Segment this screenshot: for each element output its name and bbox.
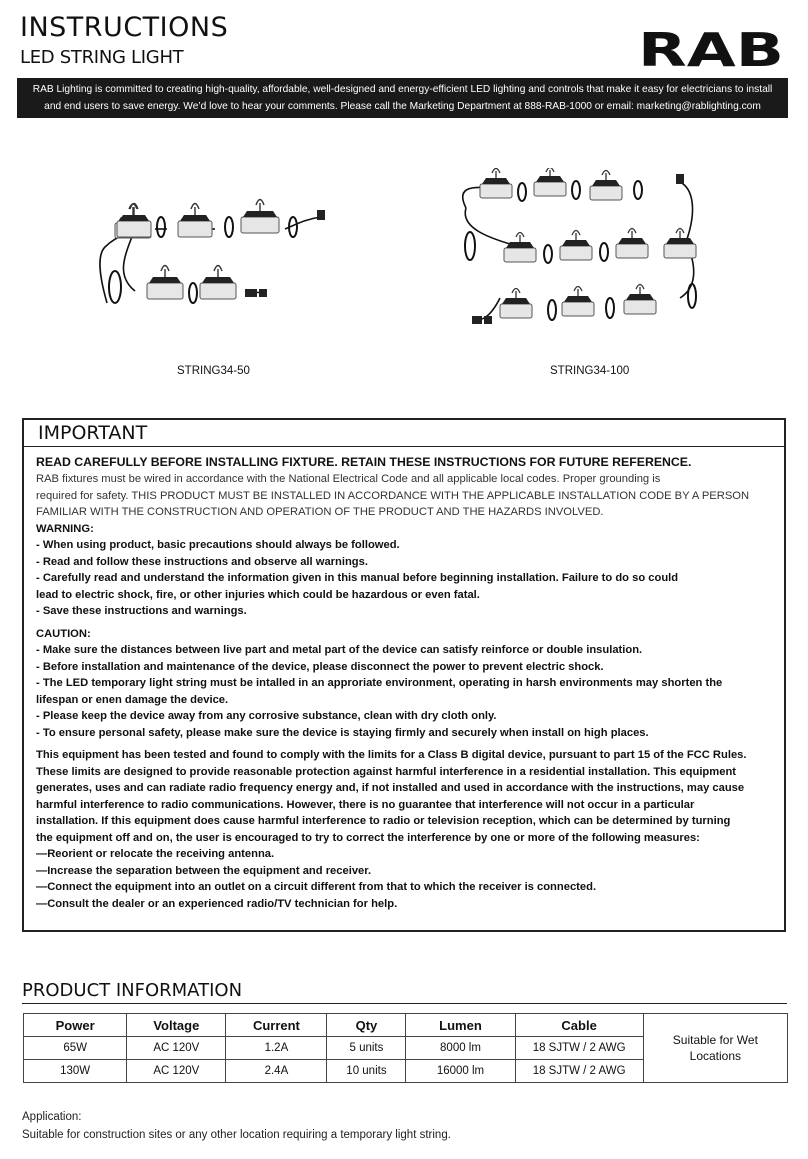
application-section bbox=[22, 1108, 451, 1144]
warning-line: - When using product, basic precautions should always be followed. bbox=[36, 539, 400, 551]
table-cell: 2.4A bbox=[226, 1060, 327, 1083]
rab-logo bbox=[638, 26, 788, 70]
banner-line: and end users to save energy. We’d love to hear your comments. Please call the Marketing Department at 888-RAB-1000 or email: marketing@rablighting.com bbox=[44, 101, 761, 112]
caution-line: - To ensure personal safety, please make sure the device is staying firmly and securely when install on high places. bbox=[36, 726, 649, 739]
table-cell: 5 units bbox=[327, 1037, 406, 1060]
table-cell: 10 units bbox=[327, 1060, 406, 1083]
fcc-line: installation. If this equipment does cause harmful interference to radio or television reception, which can be determined by turning bbox=[36, 815, 731, 827]
column-header: Current bbox=[226, 1014, 327, 1037]
caution-line: - Make sure the distances between live part and metal part of the device can satisfy reinforce or double insulation. bbox=[36, 644, 643, 656]
warning-title: WARNING: bbox=[36, 522, 94, 535]
warning-line: - Carefully read and understand the information given in this manual before beginning installation. Failure to do so could bbox=[36, 572, 679, 584]
string34-50-image bbox=[95, 195, 325, 315]
table-cell: 65W bbox=[24, 1037, 127, 1060]
warning-line: lead to electric shock, fire, or other injuries which could be hazardous or even fatal. bbox=[36, 588, 480, 601]
application-text: Suitable for construction sites or any other location requiring a temporary light string. bbox=[22, 1129, 451, 1141]
fcc-line: These limits are designed to provide reasonable protection against harmful interference in a residential installation. This equipment bbox=[36, 765, 736, 778]
product-info-table bbox=[23, 1013, 788, 1083]
product-info-title: PRODUCT INFORMATION bbox=[22, 980, 243, 1001]
column-header: Power bbox=[24, 1014, 127, 1037]
page-subtitle: LED STRING LIGHT bbox=[20, 47, 184, 68]
important-heading: IMPORTANT bbox=[24, 420, 784, 447]
fcc-line: —Consult the dealer or an experienced radio/TV technician for help. bbox=[36, 897, 398, 910]
column-header: Qty bbox=[327, 1014, 406, 1037]
table-cell: AC 120V bbox=[127, 1060, 226, 1083]
table-cell: 130W bbox=[24, 1060, 127, 1083]
important-section bbox=[22, 418, 786, 932]
product-caption: STRING34-100 bbox=[550, 365, 630, 377]
intro-line: required for safety. THIS PRODUCT MUST BE INSTALLED IN ACCORDANCE WITH THE APPLICABLE INSTALLATION CODE BY A PERSON bbox=[36, 489, 750, 502]
caution-line: - Please keep the device away from any corrosive substance, clean with dry cloth only. bbox=[36, 710, 497, 722]
warning-line: - Save these instructions and warnings. bbox=[36, 605, 247, 617]
page-title: INSTRUCTIONS bbox=[20, 12, 229, 43]
table-cell: 16000 lm bbox=[406, 1060, 515, 1083]
wet-location-note: Suitable for Wet Locations bbox=[643, 1014, 787, 1083]
caution-line: lifespan or enen damage the device. bbox=[36, 693, 229, 706]
warning-line: - Read and follow these instructions and observe all warnings. bbox=[36, 555, 368, 568]
table-cell: AC 120V bbox=[127, 1037, 226, 1060]
fcc-line: —Increase the separation between the equipment and receiver. bbox=[36, 864, 372, 877]
fcc-line: generates, uses and can radiate radio frequency energy and, if not installed and used in accordance with the instructions, may cause bbox=[36, 782, 745, 794]
table-cell: 8000 lm bbox=[406, 1037, 515, 1060]
column-header: Lumen bbox=[406, 1014, 515, 1037]
banner-line: RAB Lighting is committed to creating high-quality, affordable, well-designed and energy-efficient LED lighting and controls that make it easy for electricians to install bbox=[32, 84, 773, 95]
intro-banner bbox=[17, 78, 788, 118]
table-cell: 18 SJTW / 2 AWG bbox=[515, 1060, 643, 1083]
caution-line: - Before installation and maintenance of the device, please disconnect the power to prevent electric shock. bbox=[36, 660, 604, 673]
section-divider bbox=[22, 1003, 787, 1004]
application-label: Application: bbox=[22, 1111, 82, 1123]
caution-title: CAUTION: bbox=[36, 627, 91, 640]
table-cell: 18 SJTW / 2 AWG bbox=[515, 1037, 643, 1060]
intro-line: FAMILIAR WITH THE CONSTRUCTION AND OPERATION OF THE PRODUCT AND THE HAZARDS INVOLVED. bbox=[36, 506, 604, 518]
lead-text: READ CAREFULLY BEFORE INSTALLING FIXTURE. RETAIN THESE INSTRUCTIONS FOR FUTURE REFERENCE. bbox=[36, 455, 692, 469]
caution-line: - The LED temporary light string must be intalled in an approriate environment, operating in harsh environments may shorten the bbox=[36, 677, 723, 689]
intro-line: RAB fixtures must be wired in accordance with the National Electrical Code and all applicable local codes. Proper grounding is bbox=[36, 473, 661, 485]
fcc-line: This equipment has been tested and found to comply with the limits for a Class B digital device, pursuant to part 15 of the FCC Rules. bbox=[36, 749, 747, 761]
table-header-row bbox=[24, 1014, 788, 1037]
logo-text: RAB bbox=[638, 26, 784, 70]
product-caption: STRING34-50 bbox=[177, 365, 250, 377]
fcc-line: —Reorient or relocate the receiving antenna. bbox=[36, 848, 275, 860]
column-header: Cable bbox=[515, 1014, 643, 1037]
column-header: Voltage bbox=[127, 1014, 226, 1037]
fcc-line: harmful interference to radio communications. However, there is no guarantee that interference will not occur in a particular bbox=[36, 798, 695, 811]
fcc-line: —Connect the equipment into an outlet on a circuit different from that to which the receiver is connected. bbox=[36, 881, 597, 893]
table-cell: 1.2A bbox=[226, 1037, 327, 1060]
fcc-line: the equipment off and on, the user is encouraged to try to correct the interference by one or more of the following measures: bbox=[36, 831, 700, 844]
